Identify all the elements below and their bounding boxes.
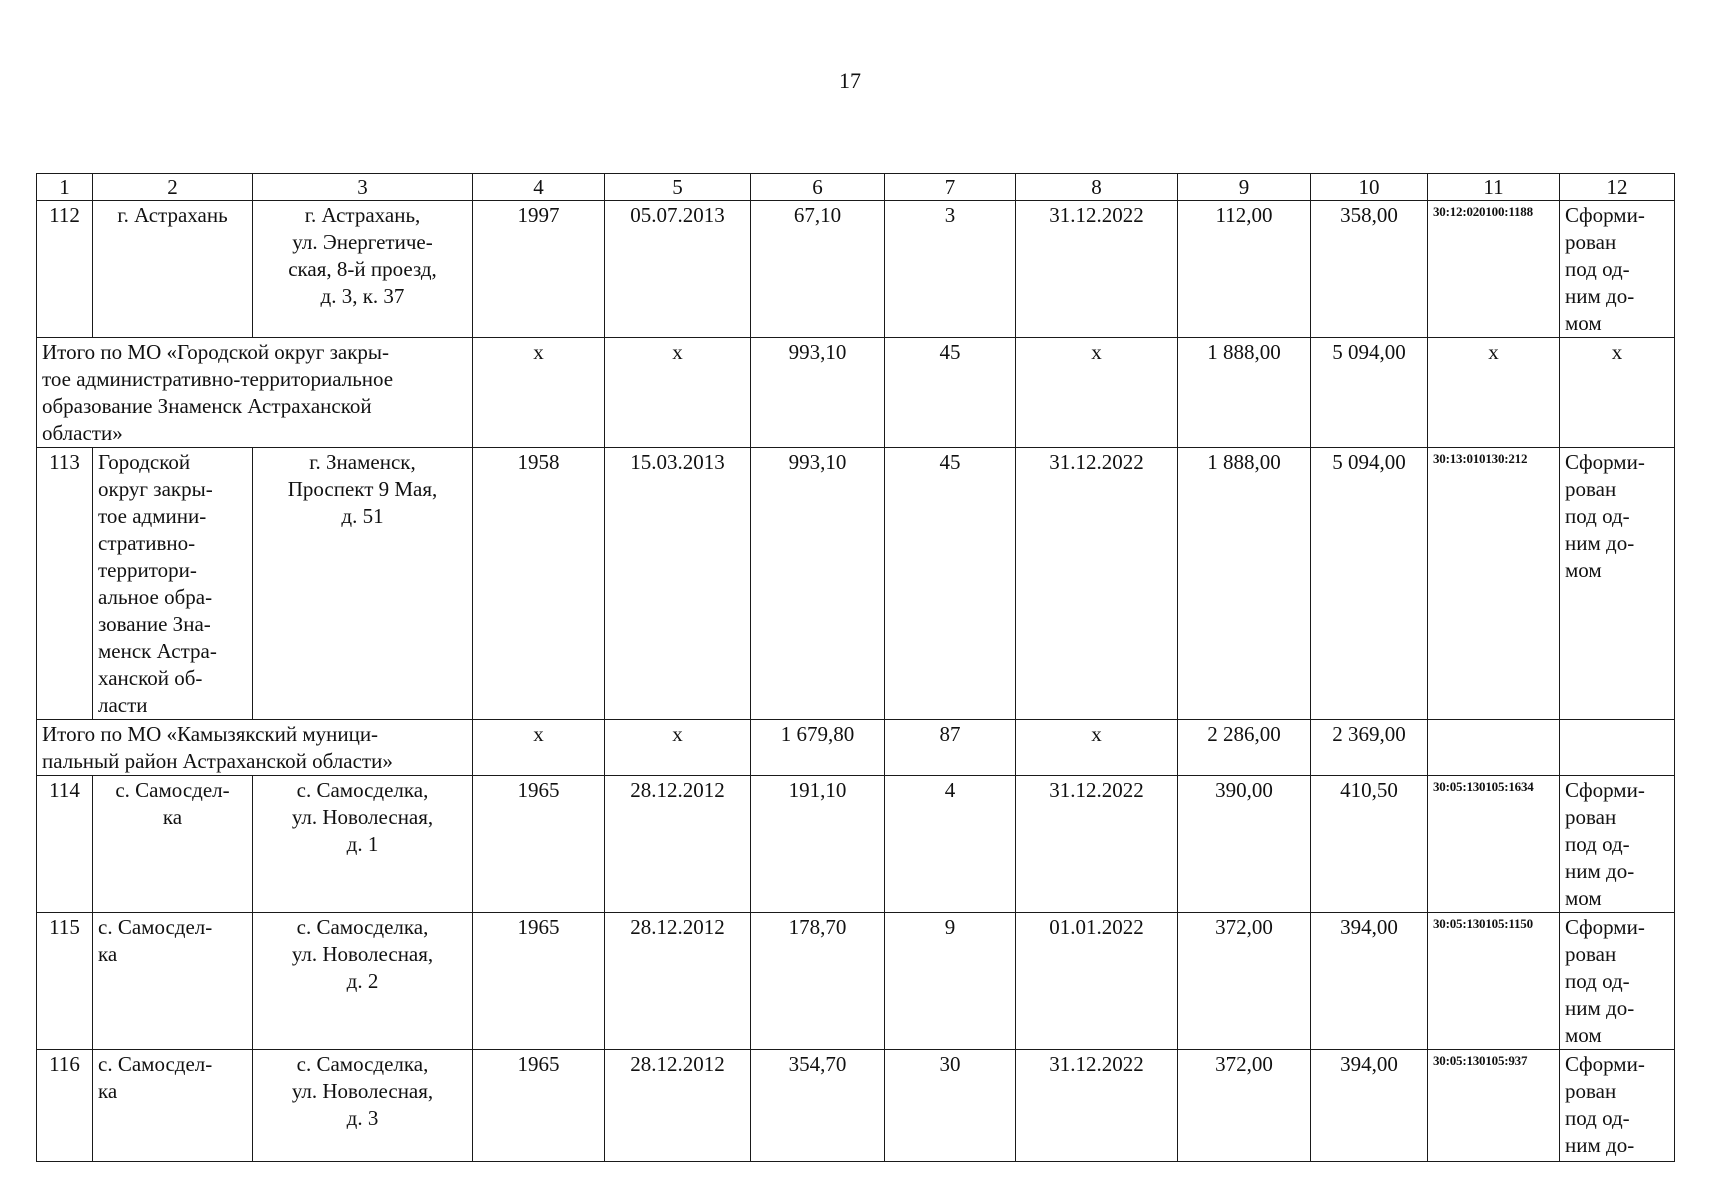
table-row xyxy=(37,1050,1675,1162)
residents-cell: 4 xyxy=(885,776,1016,913)
year-cell: 1997 xyxy=(473,201,605,338)
area-cell: 178,70 xyxy=(751,913,885,1050)
table-row xyxy=(37,776,1675,913)
column-number: 5 xyxy=(605,174,751,201)
date-cell: 05.07.2013 xyxy=(605,201,751,338)
cadastral-number-cell: 30:05:130105:1634 xyxy=(1428,776,1560,913)
area-cell: 993,10 xyxy=(751,448,885,720)
value10-cell: 5 094,00 xyxy=(1311,448,1428,720)
row-number: 113 xyxy=(37,448,93,720)
status-cell: Сформи- рован под од- ним до- мом xyxy=(1560,776,1675,913)
status-cell: Сформи- рован под од- ним до- мом xyxy=(1560,201,1675,338)
cadastral-number-cell: 30:13:010130:212 xyxy=(1428,448,1560,720)
column-number: 10 xyxy=(1311,174,1428,201)
date-cell: x xyxy=(605,720,751,776)
column-number: 8 xyxy=(1016,174,1178,201)
locality-cell: г. Астрахань xyxy=(93,201,253,338)
row-number: 115 xyxy=(37,913,93,1050)
housing-register-table xyxy=(36,173,1675,1162)
value9-cell: 390,00 xyxy=(1178,776,1311,913)
column-number: 9 xyxy=(1178,174,1311,201)
deadline-cell: 31.12.2022 xyxy=(1016,201,1178,338)
cadastral-number-cell: 30:05:130105:1150 xyxy=(1428,913,1560,1050)
column-number: 7 xyxy=(885,174,1016,201)
deadline-cell: 01.01.2022 xyxy=(1016,913,1178,1050)
column-number: 12 xyxy=(1560,174,1675,201)
column-number: 11 xyxy=(1428,174,1560,201)
value10-cell: 5 094,00 xyxy=(1311,338,1428,448)
year-cell: 1965 xyxy=(473,913,605,1050)
column-number: 2 xyxy=(93,174,253,201)
cadastral-number-cell: 30:05:130105:937 xyxy=(1428,1050,1560,1162)
date-cell: 28.12.2012 xyxy=(605,1050,751,1162)
subtotal-row xyxy=(37,720,1675,776)
residents-cell: 45 xyxy=(885,448,1016,720)
value9-cell: 1 888,00 xyxy=(1178,448,1311,720)
locality-cell: с. Самосдел- ка xyxy=(93,913,253,1050)
year-cell: 1958 xyxy=(473,448,605,720)
deadline-cell: x xyxy=(1016,720,1178,776)
column-number: 4 xyxy=(473,174,605,201)
area-cell: 993,10 xyxy=(751,338,885,448)
address-cell: с. Самосделка, ул. Новолесная, д. 3 xyxy=(253,1050,473,1162)
value10-cell: 2 369,00 xyxy=(1311,720,1428,776)
subtotal-label: Итого по МО «Камызякский муници- пальный район Астраханской области» xyxy=(37,720,473,776)
area-cell: 67,10 xyxy=(751,201,885,338)
address-cell: г. Астрахань, ул. Энергетиче- ская, 8-й проезд, д. 3, к. 37 xyxy=(253,201,473,338)
value9-cell: 372,00 xyxy=(1178,913,1311,1050)
column-number: 6 xyxy=(751,174,885,201)
deadline-cell: 31.12.2022 xyxy=(1016,448,1178,720)
value10-cell: 410,50 xyxy=(1311,776,1428,913)
column-number: 3 xyxy=(253,174,473,201)
value10-cell: 394,00 xyxy=(1311,1050,1428,1162)
page-number: 17 xyxy=(839,68,861,93)
row-number: 112 xyxy=(37,201,93,338)
status-cell: x xyxy=(1560,338,1675,448)
table-row xyxy=(37,448,1675,720)
value9-cell: 2 286,00 xyxy=(1178,720,1311,776)
subtotal-row xyxy=(37,338,1675,448)
status-cell: Сформи- рован под од- ним до- мом xyxy=(1560,448,1675,720)
deadline-cell: x xyxy=(1016,338,1178,448)
row-number: 116 xyxy=(37,1050,93,1162)
address-cell: г. Знаменск, Проспект 9 Мая, д. 51 xyxy=(253,448,473,720)
row-number: 114 xyxy=(37,776,93,913)
table-row xyxy=(37,201,1675,338)
value9-cell: 112,00 xyxy=(1178,201,1311,338)
residents-cell: 3 xyxy=(885,201,1016,338)
status-cell: Сформи- рован под од- ним до- мом xyxy=(1560,913,1675,1050)
deadline-cell: 31.12.2022 xyxy=(1016,776,1178,913)
address-cell: с. Самосделка, ул. Новолесная, д. 2 xyxy=(253,913,473,1050)
locality-cell: Городской округ закры- тое админи- стративно- территори- альное обра- зование Зна- менск Астра- ханской об- ласти xyxy=(93,448,253,720)
cadastral-number-cell: x xyxy=(1428,338,1560,448)
year-cell: 1965 xyxy=(473,776,605,913)
status-cell xyxy=(1560,720,1675,776)
column-number: 1 xyxy=(37,174,93,201)
residents-cell: 45 xyxy=(885,338,1016,448)
value9-cell: 1 888,00 xyxy=(1178,338,1311,448)
status-cell: Сформи- рован под од- ним до- xyxy=(1560,1050,1675,1162)
cadastral-number-cell: 30:12:020100:1188 xyxy=(1428,201,1560,338)
area-cell: 1 679,80 xyxy=(751,720,885,776)
table-row xyxy=(37,913,1675,1050)
column-number-row xyxy=(37,174,1675,201)
area-cell: 191,10 xyxy=(751,776,885,913)
area-cell: 354,70 xyxy=(751,1050,885,1162)
year-cell: x xyxy=(473,338,605,448)
cadastral-number-cell xyxy=(1428,720,1560,776)
date-cell: 28.12.2012 xyxy=(605,776,751,913)
value10-cell: 358,00 xyxy=(1311,201,1428,338)
residents-cell: 9 xyxy=(885,913,1016,1050)
date-cell: x xyxy=(605,338,751,448)
deadline-cell: 31.12.2022 xyxy=(1016,1050,1178,1162)
residents-cell: 87 xyxy=(885,720,1016,776)
value10-cell: 394,00 xyxy=(1311,913,1428,1050)
date-cell: 28.12.2012 xyxy=(605,913,751,1050)
residents-cell: 30 xyxy=(885,1050,1016,1162)
address-cell: с. Самосделка, ул. Новолесная, д. 1 xyxy=(253,776,473,913)
locality-cell: с. Самосдел- ка xyxy=(93,776,253,913)
subtotal-label: Итого по МО «Городской округ закры- тое административно-территориальное образование Знаменск Астраханской области» xyxy=(37,338,473,448)
value9-cell: 372,00 xyxy=(1178,1050,1311,1162)
locality-cell: с. Самосдел- ка xyxy=(93,1050,253,1162)
date-cell: 15.03.2013 xyxy=(605,448,751,720)
year-cell: 1965 xyxy=(473,1050,605,1162)
year-cell: x xyxy=(473,720,605,776)
